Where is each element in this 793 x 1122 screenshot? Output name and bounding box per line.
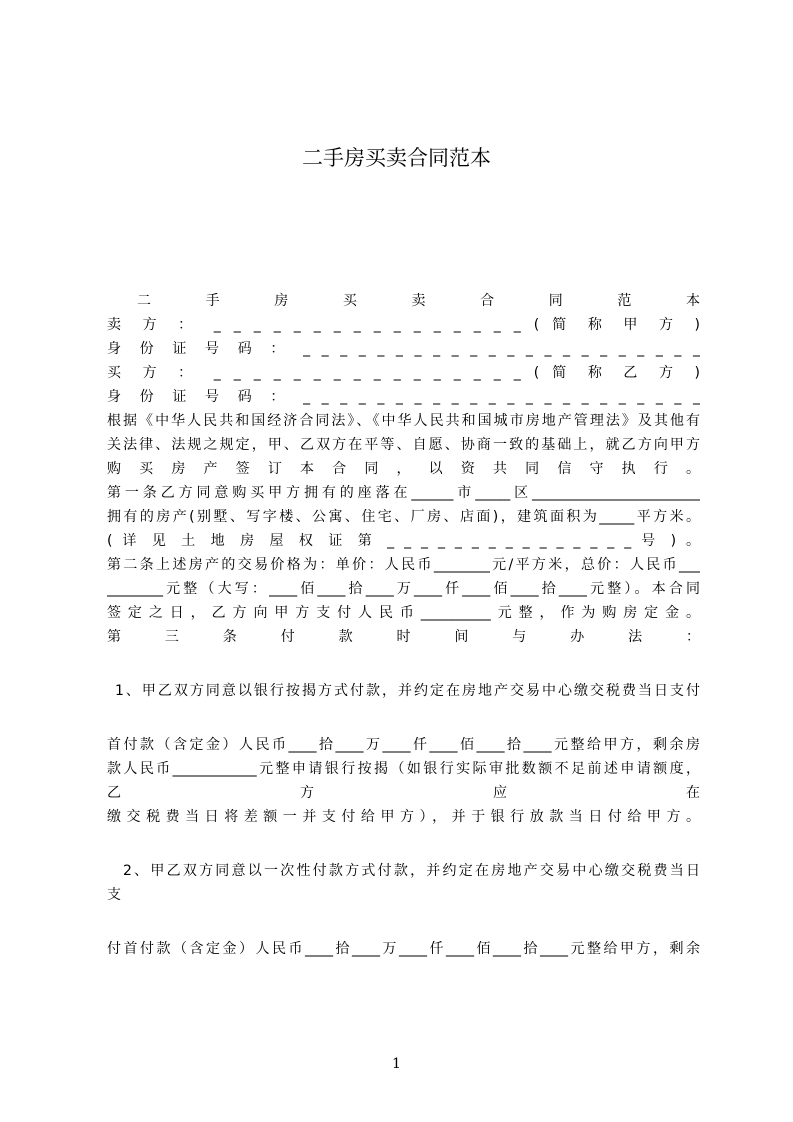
clause-1-line: 1、甲乙双方同意以银行按揭方式付款，并约定在房地产交易中心缴交税费当日支付 (115, 683, 700, 699)
body-line: 关法律、法规之规定，甲、乙双方在平等、自愿、协商一致的基础上，就乙方向甲方 (107, 437, 700, 453)
article-2-line: 签定之日，乙方向甲方支付人民币__________元整，作为购房定金。 (107, 605, 700, 621)
clause-2-line: 支 (107, 887, 121, 903)
clause-2-line: 2、甲乙双方同意以一次性付款方式付款，并约定在房地产交易中心缴交税费当日 (123, 863, 700, 879)
article-1-line: 第一条乙方同意购买甲方拥有的座落在______市_____区________________________ (107, 485, 700, 501)
spacer (107, 649, 700, 679)
clause-1-line: 款人民币____________元整申请银行按揭（如银行实际审批数额不足前述申请额度， (107, 761, 700, 777)
body-line: 根据《中华人民共和国经济合同法》、《中华人民共和国城市房地产管理法》及其他有 (107, 413, 700, 429)
contract-body (107, 289, 700, 961)
clause-1-line: 乙 方 应 在 (107, 785, 700, 801)
seller-id-line: 身 份 证 号 码 ： _ _ _ _ _ _ _ _ _ _ _ _ _ _ _ _ _ _ _ _ _ _ (107, 341, 700, 357)
document-title: 二手房买卖合同范本 (302, 146, 491, 170)
article-3-heading: 第 三 条 付 款 时 间 与 办 法 ： (107, 629, 700, 645)
buyer-id-line: 身 份 证 号 码 ： _ _ _ _ _ _ _ _ _ _ _ _ _ _ _ _ _ _ _ _ _ _ (107, 389, 700, 405)
spacer (107, 703, 700, 733)
spacer (107, 829, 700, 859)
article-1-line: ( 详 见 土 地 房 屋 权 证 第 _ _ _ _ _ _ _ _ _ _ _ _ _ _ _ 号 ) 。 (107, 533, 700, 549)
clause-1-line: 缴交税费当日将差额一并支付给甲方），并于银行放款当日付给甲方。 (107, 809, 700, 825)
buyer-line: 买 方 ： _ _ _ _ _ _ _ _ _ _ _ _ _ _ _ _ ( 简 称 乙 方 ) (107, 365, 700, 381)
article-1-line: 拥有的房产(别墅、写字楼、公寓、住宅、厂房、店面)，建筑面积为_____平方米。 (107, 509, 700, 525)
page-number: 1 (392, 1056, 401, 1072)
article-2-line: 第二条上述房产的交易价格为：单价：人民币________元/平方米，总价：人民币___ (107, 557, 700, 573)
spacer (107, 907, 700, 937)
clause-2-line: 付首付款（含定金）人民币____拾____万____仟____佰____拾____元整给甲方，剩余 (107, 941, 700, 957)
seller-line: 卖 方 ： _ _ _ _ _ _ _ _ _ _ _ _ _ _ _ _ ( 简 称 甲 方 ) (107, 317, 700, 333)
body-line: 购 买 房 产 签 订 本 合 同 ， 以 资 共 同 信 守 执 行 。 (107, 461, 700, 477)
heading-line: 二 手 房 买 卖 合 同 范 本 (137, 293, 700, 309)
clause-1-line: 首付款（含定金）人民币____拾____万____仟____佰____拾____元整给甲方，剩余房 (107, 737, 700, 753)
article-2-line: ________元整（大写：____佰____拾____万____仟____佰____拾____元整）。本合同 (107, 581, 700, 597)
